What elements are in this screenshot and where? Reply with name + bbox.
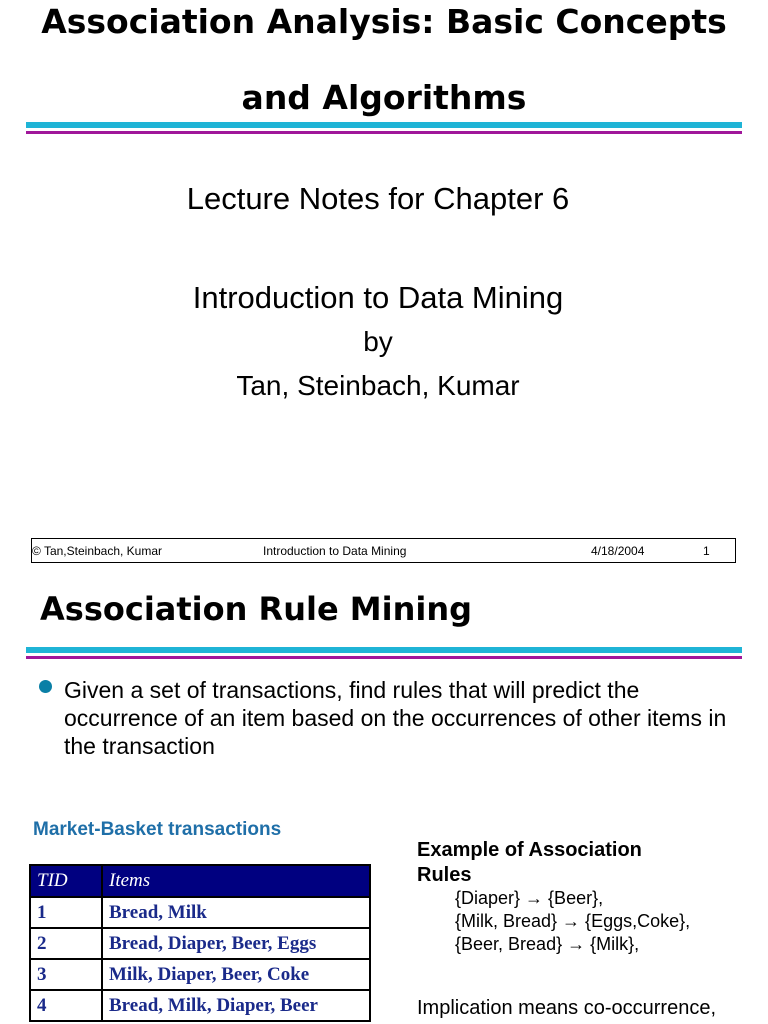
association-rule: {Diaper} → {Beer}, (455, 888, 604, 908)
table-cell-items: Bread, Milk, Diaper, Beer (102, 990, 370, 1021)
table-cell-tid: 4 (30, 990, 102, 1021)
table-header-items: Items (102, 865, 370, 897)
slide2-title: Association Rule Mining (40, 590, 473, 628)
association-rule: {Beer, Bread} → {Milk}, (455, 934, 640, 954)
slide1-authors: Tan, Steinbach, Kumar (236, 370, 520, 401)
slide1-footer (31, 538, 736, 563)
footer-course: Introduction to Data Mining (263, 544, 407, 558)
table-header-row (30, 865, 370, 897)
slide1-magenta-rule (26, 131, 742, 134)
slide2-magenta-rule (26, 656, 742, 659)
association-rule: {Milk, Bread} → {Eggs,Coke}, (455, 911, 691, 931)
table-cell-items: Bread, Diaper, Beer, Eggs (102, 928, 370, 959)
slide1-by: by (363, 326, 393, 357)
table-cell-tid: 2 (30, 928, 102, 959)
footer-date: 4/18/2004 (591, 544, 645, 558)
table-cell-tid: 3 (30, 959, 102, 990)
slide1-title-line2: and Algorithms (241, 78, 527, 117)
bullet-text: Given a set of transactions, find rules that will predict the occurrence of an item based on the occurrences of other items in the transaction (64, 677, 727, 759)
footer-copyright: © Tan,Steinbach, Kumar (32, 544, 163, 558)
table-cell-tid: 1 (30, 897, 102, 928)
transactions-table (29, 864, 371, 1022)
slide2-cyan-rule (26, 647, 742, 653)
table-row (30, 928, 370, 959)
footer-page-number: 1 (703, 544, 710, 558)
table-header-tid: TID (30, 865, 102, 897)
example-heading: Example of Association Rules (417, 839, 642, 886)
slide1-book-title: Introduction to Data Mining (192, 280, 564, 315)
table-cell-items: Milk, Diaper, Beer, Coke (102, 959, 370, 990)
bullet-icon (39, 680, 52, 693)
table-cell-items: Bread, Milk (102, 897, 370, 928)
slide1-title-line1: Association Analysis: Basic Concepts (41, 2, 727, 41)
market-basket-label: Market-Basket transactions (33, 819, 282, 840)
slide1-cyan-rule (26, 122, 742, 128)
table-row (30, 990, 370, 1021)
implication-text: Implication means co-occurrence, (417, 997, 717, 1019)
table-row (30, 959, 370, 990)
table-row (30, 897, 370, 928)
slide1-subtitle: Lecture Notes for Chapter 6 (186, 181, 570, 216)
